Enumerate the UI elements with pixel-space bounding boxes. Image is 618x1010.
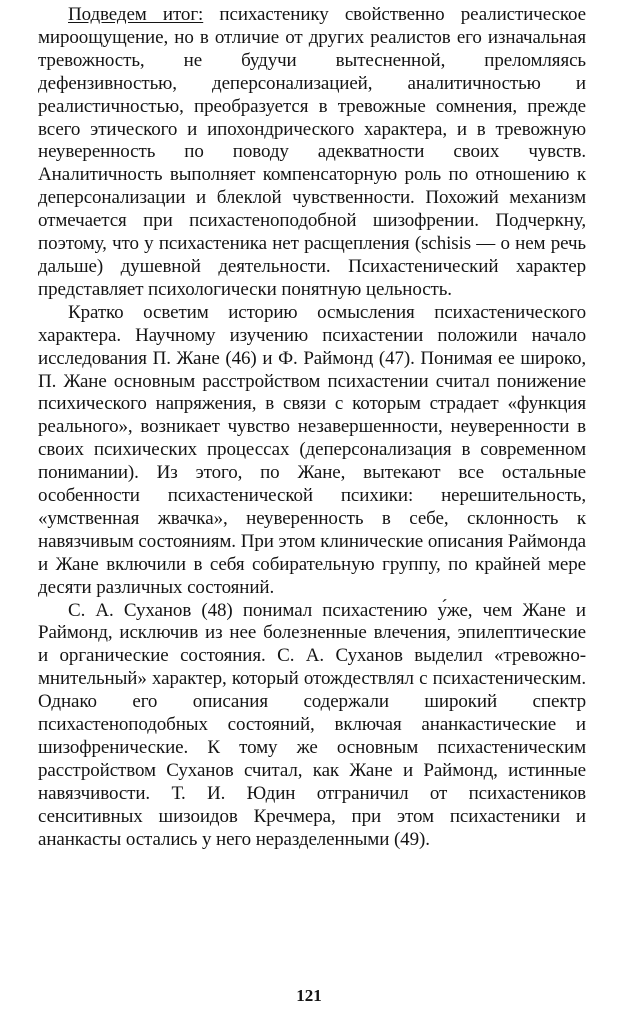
paragraph-history: [38, 302, 586, 600]
paragraph-summary: [38, 4, 586, 302]
summary-lead: Подведем итог:: [68, 4, 204, 25]
page-number: 121: [296, 986, 322, 1005]
paragraph-text: психастенику свойственно реалистическое мироощущение, но в отличие от других реалистов его изначальная тревожность, не будучи вытесненной, преломляясь дефензивностью, деперсонализацией, аналитичностью и реалистичностью, преобразуется в тревожные сомнения, прежде всего этического и ипохондрического характера, и в тревожную неуверенность по поводу адекватности своих чувств. Аналитичность выполняет компенсаторную роль по отношению к деперсонализации и блеклой чувственности. Похожий механизм отмечается при психастеноподобной шизофрении. Подчеркну, поэтому, что у психастеника нет расщепления (schisis — о нем речь дальше) душевной деятельности. Психастенический характер представляет психологически понятную цельность.: [38, 4, 587, 300]
paragraph-text: Кратко осветим историю осмысления психастенического характера. Научному изучению психастении положили начало исследования П. Жане (46) и Ф. Раймонд (47). Понимая ее широко, П. Жане основным расстройством психастении считал понижение психического напряжения, в связи с которым страдает «функция реального», возникает чувство незавершенности, неуверенности в своих психических процессах (деперсонализация в современном понимании). Из этого, по Жане, вытекают все остальные особенности психастенической психики: нерешительность, «умственная жвачка», неуверенность в себе, склонность к навязчивым состояниям. При этом клинические описания Раймонда и Жане включили в себя собирательную группу, по крайней мере десяти различных состояний.: [38, 301, 586, 598]
paragraph-sukhanov: [38, 600, 586, 852]
paragraph-text: С. А. Суханов (48) понимал психастению у́же, чем Жане и Раймонд, исключив из нее болезненные влечения, эпилептические и органические состояния. С. А. Суханов выделил «тревожно-мнительный» характер, который отождествлял с психастеническим. Однако его описания содержали широкий спектр психастеноподобных состояний, включая ананкастические и шизофренические. К тому же основным психастеническим расстройством Суханов считал, как Жане и Раймонд, истинные навязчивости. Т. И. Юдин отграничил от психастеников сенситивных шизоидов Кречмера, при этом психастеники и ананкасты остались у него неразделенными (49).: [38, 599, 586, 850]
page-body: [38, 4, 586, 852]
